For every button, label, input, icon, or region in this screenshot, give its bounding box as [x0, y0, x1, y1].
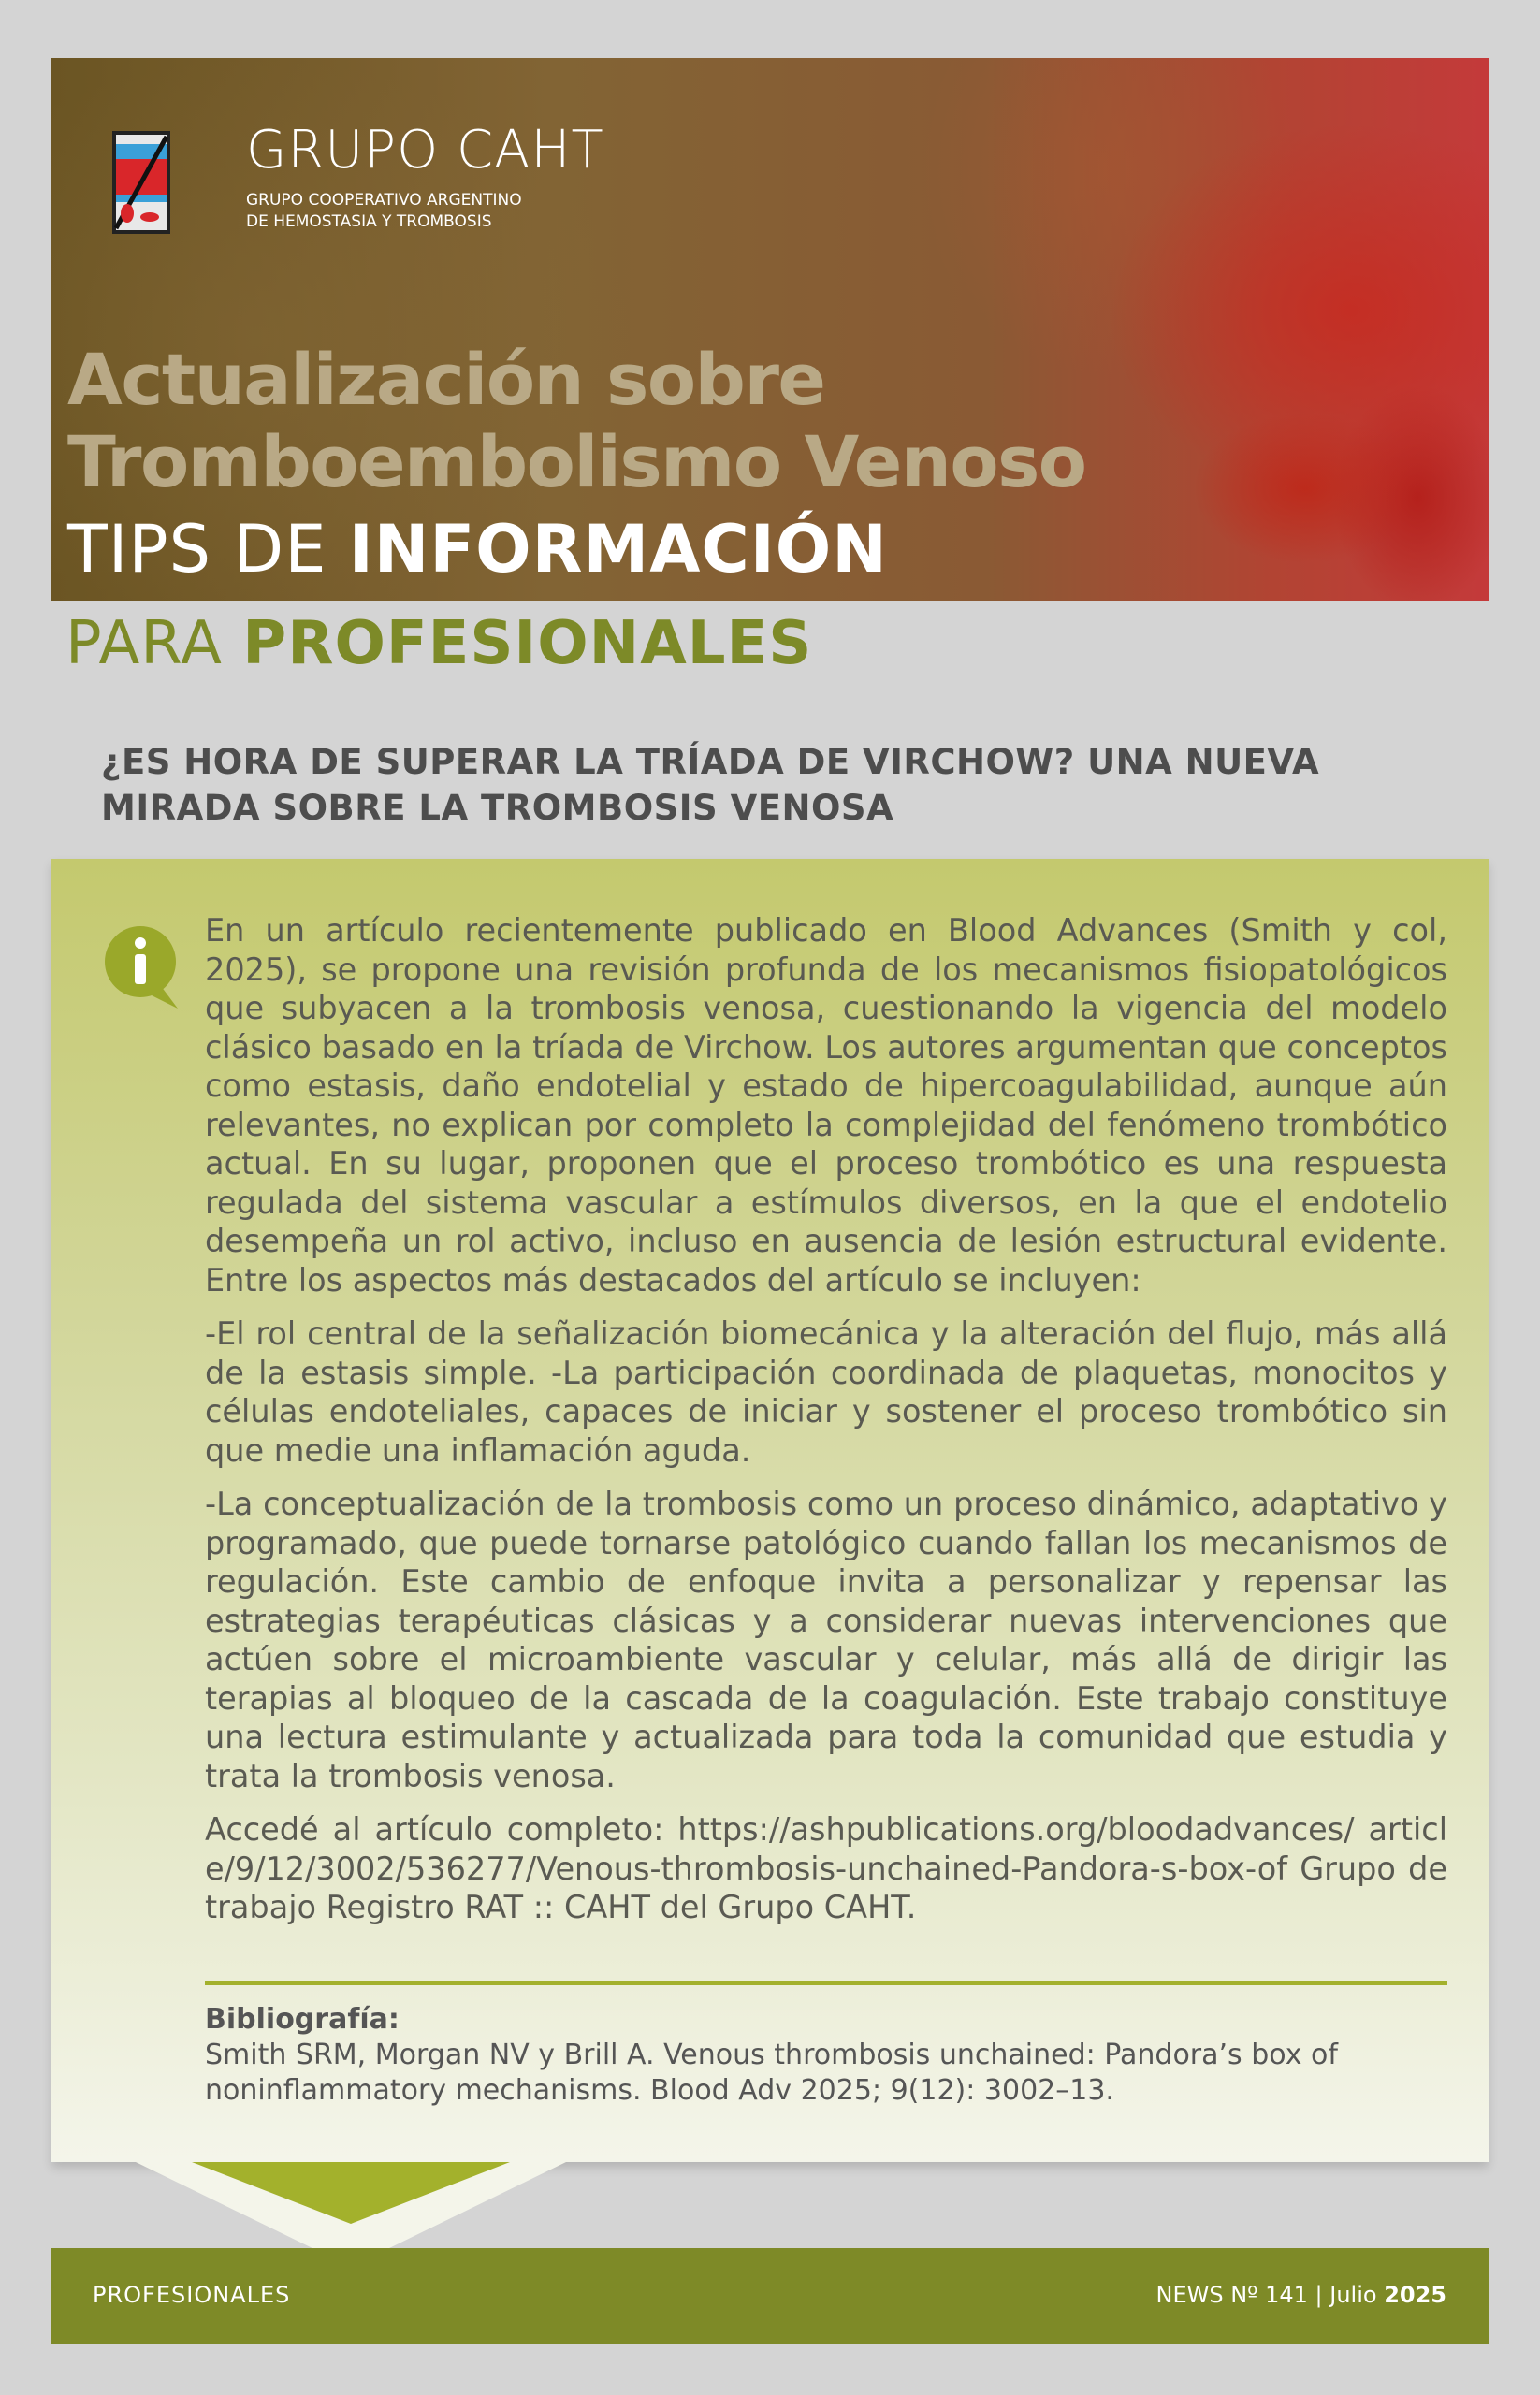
divider — [205, 1981, 1447, 1985]
article-question — [101, 739, 1430, 831]
paragraph-1: En un artículo recientemente publicado en Blood Advances (Smith y col, 2025), se propone una revisión profunda de los mecanismos fisiopatológicos que subyacen a la trombosis venosa, cuestionando la vigencia del modelo clásico basado en la tríada de Virchow. Los autores argumentan que conceptos como estasis, daño endotelial y estado de hipercoagulabilidad, aunque aún relevantes, no explican por completo la complejidad del fenómeno trombótico actual. En su lugar, proponen que el proceso trombótico es una respuesta regulada del sistema vascular a estímulos diversos, en la que el endotelio desempeña un rol activo, incluso en ausencia de lesión estructural evidente. Entre los aspectos más destacados del artículo se incluyen: — [205, 912, 1447, 1299]
brand-subtitle — [246, 190, 522, 233]
caht-logo — [112, 131, 170, 234]
para-bold: PROFESIONALES — [242, 609, 813, 678]
paragraph-3: -La conceptualización de la trombosis como un proceso dinámico, adaptativo y programado, que puede tornarse patológico cuando fallan los mecanismos de regulación. Este cambio de enfoque invita a personalizar y repensar las estrategias terapéuticas clásicas y a considerar nuevas intervenciones que actúen sobre el microambiente vascular y celular, más allá de dirigir las terapias al bloqueo de la cascada de la coagulación. Este trabajo constituye una lectura estimulante y actualizada para toda la comunidad que estudia y trata la trombosis venosa. — [205, 1486, 1447, 1794]
paragraph-2: -El rol central de la señalización biomecánica y la alteración del flujo, más allá de la estasis simple. -La participación coordinada de plaquetas, monocitos y células endoteliales, capaces de iniciar y sostener el proceso trombótico sin que medie una inflamación aguda. — [205, 1315, 1447, 1469]
question-line1: ¿ES HORA DE SUPERAR LA TRÍADA DE VIRCHOW? UNA NUEVA — [101, 742, 1320, 782]
footer-issue — [1156, 2282, 1447, 2308]
info-icon — [103, 924, 178, 1014]
bibliography-title: Bibliografía: — [205, 2003, 400, 2036]
title-line2: Tromboembolismo Venoso — [67, 420, 1086, 503]
bibliography-line1: Smith SRM, Morgan NV y Brill A. Venous thrombosis unchained: Pandora’s box of — [205, 2039, 1338, 2071]
para-light: PARA — [65, 609, 243, 678]
page-title — [67, 339, 1086, 503]
paragraph-4: Accedé al artículo completo: https://ashpublications.org/bloodadvances/ article/9/12/3002/536277/Venous-thrombosis-unchained-Pandora-s-box-of Grupo de trabajo Registro RAT :: CAHT del Grupo CAHT. — [205, 1811, 1447, 1925]
question-line2: MIRADA SOBRE LA TROMBOSIS VENOSA — [101, 788, 894, 828]
bibliography — [205, 2002, 1447, 2109]
audience-heading — [65, 610, 812, 677]
footer-bar — [51, 2248, 1489, 2344]
brand-name: GRUPO CAHT — [246, 120, 604, 181]
article-card — [51, 859, 1489, 2162]
footer-year: 2025 — [1384, 2282, 1446, 2308]
title-line1: Actualización sobre — [67, 338, 825, 421]
tips-heading — [67, 512, 888, 587]
article-body — [205, 911, 1447, 1942]
tips-light: TIPS DE — [67, 511, 349, 588]
brand-sub-line1: GRUPO COOPERATIVO ARGENTINO — [246, 191, 522, 210]
bibliography-line2: noninflammatory mechanisms. Blood Adv 2025; 9(12): 3002–13. — [205, 2074, 1114, 2107]
brand-sub-line2: DE HEMOSTASIA Y TROMBOSIS — [246, 212, 492, 231]
tips-bold: INFORMACIÓN — [348, 511, 888, 588]
hero-banner — [51, 58, 1489, 601]
footer-news: NEWS Nº 141 | Julio — [1155, 2282, 1385, 2308]
footer-section-label: PROFESIONALES — [93, 2282, 291, 2308]
